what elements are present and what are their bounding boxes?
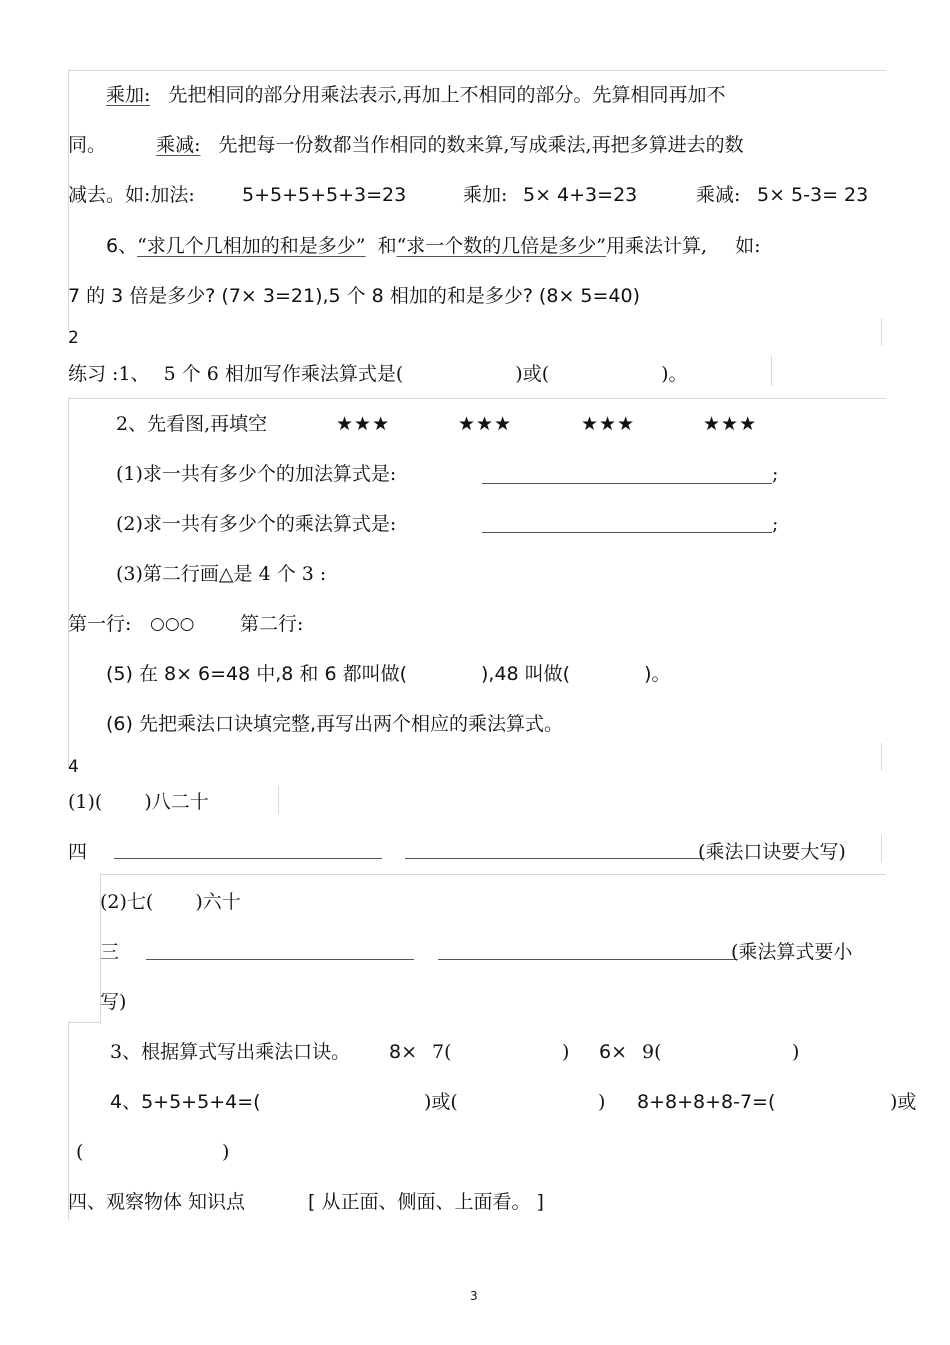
exercise-2-q5 [106, 662, 671, 686]
koujue-1-answer-line-2[interactable] [405, 858, 705, 859]
star-group-2: ★★★ [458, 413, 513, 435]
exercise-1-or: )或( [515, 363, 550, 385]
point-6-line [106, 234, 761, 258]
exercise-2-q1-answer-line[interactable] [482, 483, 772, 484]
row-1-circles: ○○○ [150, 614, 195, 634]
definition-line-2 [68, 133, 744, 157]
koujue-2-answer-line-1[interactable] [146, 959, 414, 960]
koujue-2-next-line: 三 [100, 941, 120, 963]
border-right-d [881, 835, 882, 863]
page-marker-2: 2 [68, 328, 79, 348]
examples-line-label: 减去。如:加法: [68, 184, 195, 206]
star-group-1: ★★★ [336, 413, 391, 435]
exercise-2-q5-mid: ),48 叫做( [481, 663, 571, 685]
row-1-label: 第一行: [68, 613, 132, 635]
koujue-1-next-line: 四 [68, 841, 88, 863]
border-kj2-top [100, 874, 886, 875]
border-right-a [881, 318, 882, 346]
exercise-2-q5-text: (5) 在 8× 6=48 中,8 和 6 都叫做( [106, 663, 408, 685]
exercise-4-end-1: ) [598, 1091, 606, 1113]
exercise-3-b-end: ) [792, 1041, 800, 1063]
example-chengjia-label: 乘加: [463, 184, 508, 206]
exercise-3-b: 6× [599, 1041, 628, 1063]
definition-chengjia: 先把相同的部分用乘法表示,再加上不相同的部分。先算相同再加不 [168, 84, 726, 106]
point-6-and: 和 [377, 235, 397, 257]
border-kj2-bottom [68, 1022, 101, 1023]
exercise-3-a-end: ) [562, 1041, 570, 1063]
koujue-2-text: (2)七( [100, 891, 154, 913]
koujue-2 [100, 890, 241, 914]
border-mid-1 [68, 398, 886, 399]
point-6-tail: 用乘法计算, [606, 235, 708, 257]
page-marker-4: 4 [68, 757, 79, 777]
exercise-2-q2-answer-line[interactable] [482, 532, 772, 533]
border-kj1-right [278, 786, 279, 814]
border-left-mid [68, 398, 69, 768]
exercise-3-b2: 9( [642, 1041, 662, 1063]
section-4-title: 四、观察物体 知识点 [68, 1191, 246, 1213]
koujue-1-answer-line-1[interactable] [114, 858, 382, 859]
exercise-2-q5-end: )。 [644, 663, 671, 685]
exercise-1-end: )。 [661, 363, 688, 385]
exercise-3-a: 8× [389, 1041, 418, 1063]
exercise-4-or-1: )或( [424, 1091, 458, 1113]
koujue-1 [68, 790, 209, 814]
koujue-1-note: (乘法口诀要大写) [698, 841, 846, 863]
section-4-bracket: [ 从正面、侧面、上面看。 ] [308, 1191, 544, 1213]
line2-start: 同。 [68, 134, 107, 156]
point-6-quote-1: “求几个几相加的和是多少” [137, 235, 366, 257]
koujue-2-answer-line-2[interactable] [438, 959, 738, 960]
exercise-2-q6: (6) 先把乘法口诀填完整,再写出两个相应的乘法算式。 [106, 713, 563, 735]
koujue-2-note-end: 写) [100, 991, 127, 1013]
border-right-b [771, 356, 772, 386]
example-chengjian: 5× 5-3= 23 [757, 184, 869, 206]
exercise-4-b: 8+8+8+8-7=( [637, 1091, 776, 1113]
exercise-4-or-2: )或 [890, 1091, 917, 1113]
exercise-4-prefix: 4、5+5+5+4=( [110, 1091, 261, 1113]
definition-line-1 [106, 83, 726, 107]
exercise-4-line2-close: ) [222, 1141, 230, 1163]
koujue-1-text: (1)( [68, 791, 103, 813]
border-right-c [881, 743, 882, 771]
row-2-label: 第二行: [240, 613, 304, 635]
exercise-1 [68, 362, 688, 386]
exercise-2-q2-end: ; [772, 513, 779, 535]
exercise-2-q2: (2)求一共有多少个的乘法算式是: [116, 513, 397, 535]
exercise-1-text: 5 个 6 相加写作乘法算式是( [163, 363, 404, 385]
example-add: 5+5+5+5+3=23 [242, 184, 407, 206]
exercise-1-prefix: 练习 :1、 [68, 363, 150, 385]
koujue-1-end: )八二十 [144, 791, 209, 813]
exercise-2-title: 2、先看图,再填空 [116, 413, 268, 435]
definition-chengjian: 先把每一份数都当作相同的数来算,写成乘法,再把多算进去的数 [218, 134, 744, 156]
label-chengjian: 乘减: [156, 134, 201, 156]
exercise-3-text: 3、根据算式写出乘法口诀。 [110, 1041, 351, 1063]
label-chengjia: 乘加: [106, 84, 151, 106]
example-chengjian-label: 乘减: [696, 184, 741, 206]
point-6-example: 7 的 3 倍是多少? (7× 3=21),5 个 8 相加的和是多少? (8× 5=40) [68, 285, 640, 307]
point-6-ru: 如: [735, 235, 761, 257]
exercise-2-q1: (1)求一共有多少个的加法算式是: [116, 463, 397, 485]
exercise-4-line2-open: ( [76, 1141, 84, 1163]
koujue-2-note: (乘法算式要小 [731, 941, 853, 963]
exercise-3-a2: 7( [432, 1041, 452, 1063]
point-6-number: 6、 [106, 235, 138, 257]
exercise-2-q3: (3)第二行画△是 4 个 3 : [116, 563, 327, 585]
border-top [68, 70, 886, 71]
example-chengjia: 5× 4+3=23 [523, 184, 638, 206]
exercise-2-q1-end: ; [772, 463, 779, 485]
point-6-quote-2: “求一个数的几倍是多少” [396, 235, 607, 257]
koujue-2-end: )六十 [195, 891, 241, 913]
star-group-3: ★★★ [581, 413, 636, 435]
star-group-4: ★★★ [703, 413, 758, 435]
page-number: 3 [470, 1289, 478, 1303]
